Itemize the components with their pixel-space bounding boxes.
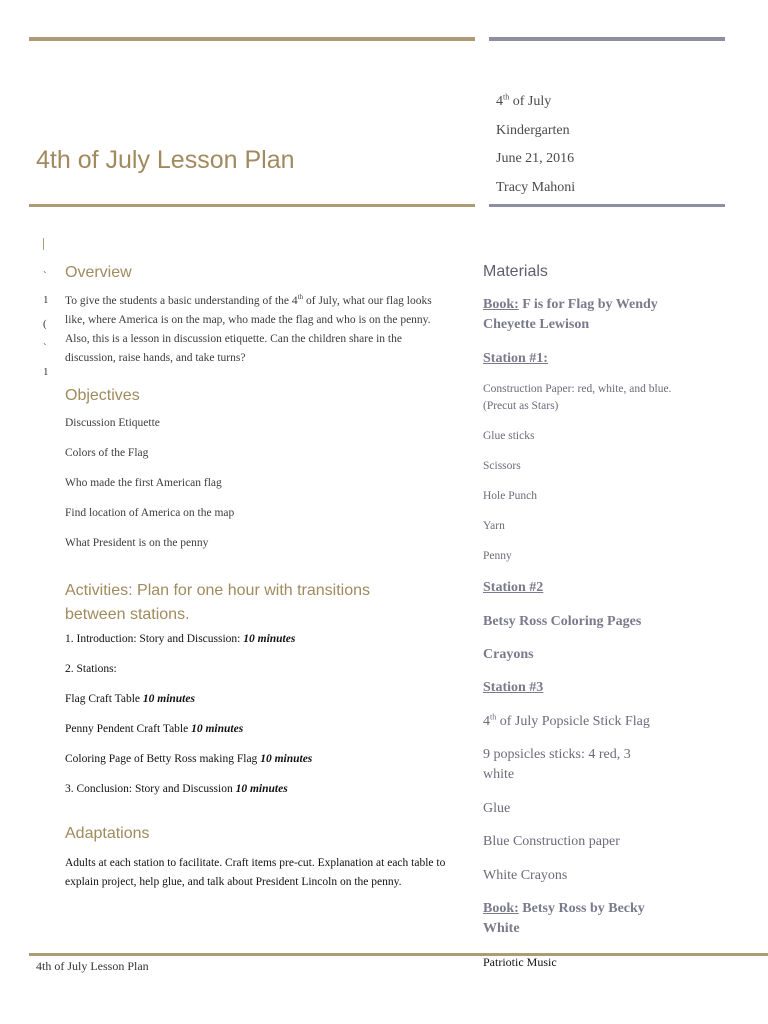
activity-duration: 10 minutes: [235, 783, 288, 795]
meta-grade: Kindergarten: [496, 122, 570, 138]
top-rule-right: [489, 37, 725, 41]
list-item: [65, 783, 455, 813]
title-rule-left: [29, 204, 475, 207]
station3-title: [483, 712, 713, 732]
list-item: Who made the first American flag: [65, 477, 222, 489]
overview-text-sup: th: [297, 293, 304, 302]
book2-title: Betsy Ross by Becky White: [483, 901, 645, 936]
activity-duration: 10 minutes: [260, 753, 313, 765]
margin-glyph: 1: [43, 366, 49, 378]
station2-label: [483, 578, 683, 598]
footer-title: 4th of July Lesson Plan: [36, 959, 149, 973]
material-item: Glue: [483, 801, 511, 816]
objectives-heading: Objectives: [65, 387, 140, 404]
materials-heading: Materials: [483, 263, 548, 280]
list-item: Find location of America on the map: [65, 507, 235, 519]
list-item: [65, 633, 455, 663]
top-rule-left: [29, 37, 475, 41]
margin-glyph: (: [43, 318, 47, 330]
meta-block: [496, 92, 575, 206]
margin-glyphs: [43, 264, 49, 384]
station3-title-sup: th: [490, 712, 497, 722]
activity-text: Penny Pendent Craft Table: [65, 723, 192, 735]
material-item: Blue Construction paper: [483, 834, 620, 849]
material-item: Scissors: [483, 460, 521, 472]
meta-topic-base: 4: [496, 94, 503, 109]
footer-note: Patriotic Music: [483, 955, 557, 969]
list-item: What President is on the penny: [65, 537, 209, 549]
material-item: Hole Punch: [483, 490, 537, 502]
material-item: Crayons: [483, 647, 534, 662]
book1: [483, 295, 663, 335]
list-item: [65, 723, 455, 753]
station2-label-text: Station #2: [483, 580, 544, 595]
list-item: [65, 753, 455, 783]
book1-label: Book:: [483, 297, 519, 312]
margin-mark: [43, 238, 44, 250]
objectives-list: [65, 417, 455, 567]
overview-text-a: To give the students a basic understanding of the 4: [65, 295, 298, 307]
station3-label: [483, 678, 683, 698]
book1-title: F is for Flag by Wendy Cheyette Lewison: [483, 297, 658, 332]
list-item: Colors of the Flag: [65, 447, 149, 459]
material-item: Penny: [483, 550, 512, 562]
station1-label: [483, 349, 683, 369]
meta-author: Tracy Mahoni: [496, 179, 576, 195]
material-item: Betsy Ross Coloring Pages: [483, 614, 642, 629]
meta-topic-sup: th: [503, 92, 510, 102]
activities-heading: [65, 579, 370, 627]
activities-heading-line1: Activities: Plan for one hour with transitions: [65, 582, 371, 599]
activities-heading-line2: between stations.: [65, 606, 190, 623]
station3-title-base: 4: [483, 714, 490, 729]
margin-glyph: `: [43, 270, 47, 282]
material-item: Glue sticks: [483, 430, 535, 442]
activity-text: Coloring Page of Betty Ross making Flag: [65, 753, 261, 765]
book2-label: Book:: [483, 901, 519, 916]
meta-topic-rest: of July: [509, 94, 552, 109]
activity-text: 2. Stations:: [65, 663, 117, 675]
material-item: Construction Paper: red, white, and blue. (Precut as Stars): [483, 383, 672, 412]
overview-heading: Overview: [65, 264, 132, 281]
activity-duration: 10 minutes: [243, 633, 296, 645]
activity-text: Flag Craft Table: [65, 693, 143, 705]
book2: [483, 899, 668, 939]
material-item: White Crayons: [483, 868, 568, 883]
adaptations-text: Adults at each station to facilitate. Craft items pre-cut. Explanation at each table to explain project, help glue, and talk about President Lincoln on the penny.: [65, 857, 446, 888]
activity-duration: 10 minutes: [142, 693, 195, 705]
activity-text: 3. Conclusion: Story and Discussion: [65, 783, 236, 795]
adaptations-heading: Adaptations: [65, 825, 150, 842]
list-item: [65, 693, 455, 723]
list-item: Discussion Etiquette: [65, 417, 160, 429]
page-title: 4th of July Lesson Plan: [36, 146, 295, 174]
material-item: Yarn: [483, 520, 505, 532]
activity-duration: 10 minutes: [191, 723, 244, 735]
overview-text-b: of July, what our flag looks like, where America is on the map, who made the flag and who is on the penny. Also, this is a lesson in discussion etiquette. Can the children share in the discussion, raise hands, and take turns?: [65, 295, 432, 364]
margin-glyph: 1: [43, 294, 49, 306]
station3-label-text: Station #3: [483, 680, 544, 695]
margin-glyph: `: [43, 342, 47, 354]
station1-label-text: Station #1:: [483, 351, 548, 366]
station3-title-rest: of July Popsicle Stick Flag: [496, 714, 650, 729]
material-item: 9 popsicles sticks: 4 red, 3 white: [483, 747, 631, 782]
activities-list: [65, 633, 455, 813]
meta-topic: [496, 92, 575, 121]
overview-text: [65, 292, 447, 368]
list-item: [65, 663, 455, 693]
meta-date: June 21, 2016: [496, 151, 575, 166]
footer-rule: [29, 953, 768, 956]
activity-text: 1. Introduction: Story and Discussion:: [65, 633, 244, 645]
